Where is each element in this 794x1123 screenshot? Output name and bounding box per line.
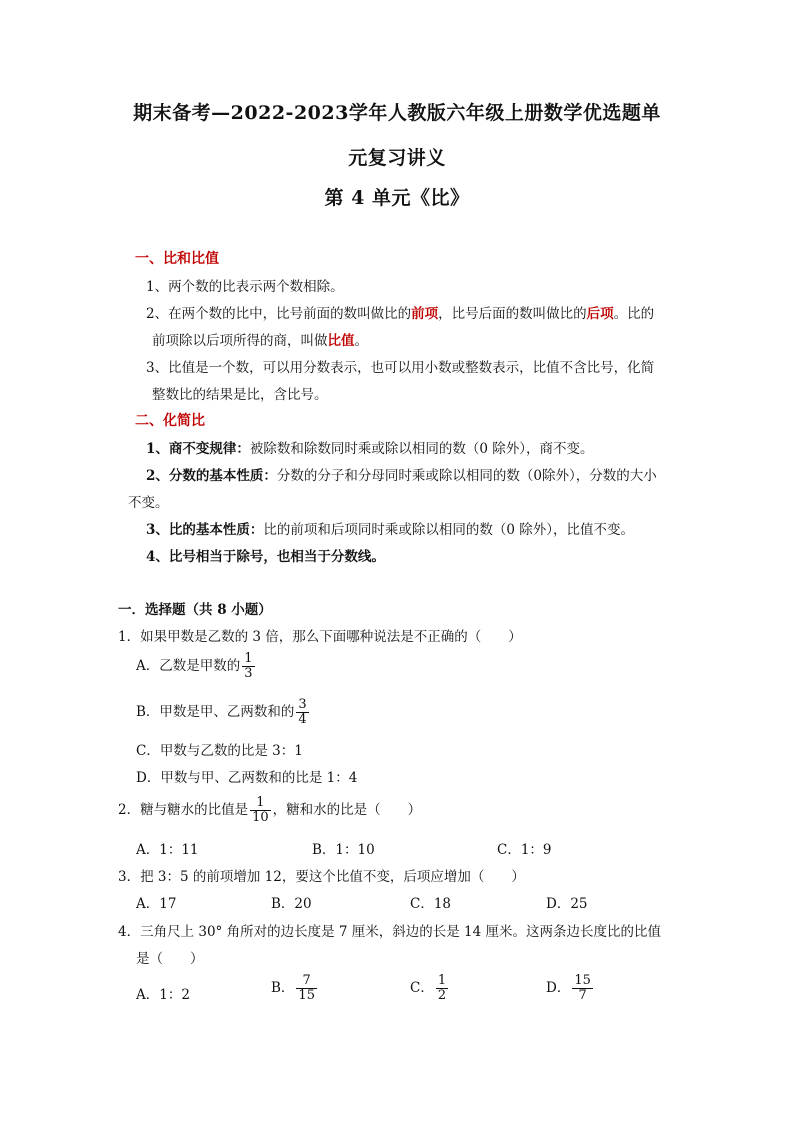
section2-item4: 4、比号相当于除号，也相当于分数线。 (146, 549, 385, 565)
section1-heading: 一、比和比值 (135, 251, 219, 267)
item2-line2-c: 。 (354, 333, 368, 349)
section2-item3 (146, 518, 634, 538)
q3-stem: 3．把 3：5 的前项增加 12，要这个比值不变，后项应增加（ ） (118, 869, 525, 885)
fraction-denominator: 15 (298, 988, 315, 1003)
q4-stem-line2: 是（ ） (136, 951, 204, 967)
q2-stem (118, 796, 421, 825)
fraction-numerator: 7 (296, 974, 317, 989)
term-qianxiang: 前项 (411, 306, 439, 322)
q4-option-d-fraction (572, 974, 593, 1003)
rule-name-3: 3、比的基本性质： (146, 522, 264, 538)
q1-option-b-fraction (296, 698, 308, 727)
page-title-line2: 元复习讲义 (348, 147, 446, 169)
q4-stem-line1: 4．三角尺上 30° 角所对的边长度是 7 厘米，斜边的长是 14 厘米。这两条边长度比的比值 (118, 924, 662, 940)
fraction-numerator: 1 (244, 651, 253, 666)
q4-option-d-text: D． (546, 980, 571, 996)
rule-name-2: 2、分数的基本性质： (146, 468, 277, 484)
q4-option-b-fraction (296, 974, 317, 1003)
q2-option-b: B．1：10 (312, 842, 375, 858)
unit-title: 第 4 单元《比》 (324, 187, 470, 209)
q2-stem-text-b: ，糖和水的比是（ ） (272, 802, 422, 818)
q3-option-a: A．17 (136, 896, 177, 912)
q3-option-b: B．20 (271, 896, 312, 912)
q2-option-a: A．1：11 (136, 842, 199, 858)
item2-line2-a: 前项除以后项所得的商，叫做 (152, 333, 328, 349)
q2-option-c: C．1：9 (497, 842, 552, 858)
page-title-line1: 期末备考—2022-2023学年人教版六年级上册数学优选题单 (133, 102, 661, 124)
q2-stem-fraction (250, 796, 271, 825)
item2-text-e: 。比的 (613, 306, 655, 322)
questions-heading: 一．选择题（共 8 小题） (118, 602, 272, 618)
rule-name-1: 1、商不变规律： (146, 441, 250, 457)
q1-option-a-text: A．乙数是甲数的 (136, 658, 241, 674)
section1-item3-line2: 整数比的结果是比，含比号。 (152, 387, 328, 403)
fraction-numerator: 1 (437, 973, 447, 988)
q1-option-c: C．甲数与乙数的比是 3：1 (136, 743, 303, 759)
section2-item2 (146, 464, 657, 484)
q1-option-a (136, 652, 257, 681)
fraction-numerator: 1 (250, 796, 271, 811)
rule-text-3: 比的前项和后项同时乘或除以相同的数（0 除外），比值不变。 (263, 522, 635, 538)
q4-option-b-text: B． (271, 980, 295, 996)
q1-option-b-text: B．甲数是甲、乙两数和的 (136, 704, 295, 720)
q4-option-c-fraction (436, 974, 448, 1003)
fraction-numerator: 15 (574, 973, 591, 988)
q3-option-c: C．18 (410, 896, 452, 912)
q1-option-b (136, 698, 311, 727)
q1-stem: 1．如果甲数是乙数的 3 倍，那么下面哪种说法是不正确的（ ） (118, 629, 522, 645)
q3-option-d: D．25 (546, 896, 588, 912)
fraction-numerator: 3 (298, 697, 307, 712)
section1-item2 (146, 302, 654, 322)
section1-item2-line2 (152, 329, 368, 349)
q2-stem-text-a: 2．糖与糖水的比值是 (118, 802, 249, 818)
term-bizhi: 比值 (327, 333, 355, 349)
section2-item1 (146, 437, 594, 457)
fraction-denominator: 4 (298, 712, 307, 727)
term-houxiang: 后项 (586, 306, 614, 322)
rule-text-1: 被除数和除数同时乘或除以相同的数（0 除外），商不变。 (249, 441, 594, 457)
fraction-denominator: 3 (244, 666, 253, 681)
item2-text-a: 2、在两个数的比中，比号前面的数叫做比的 (146, 306, 412, 322)
q4-option-d (546, 974, 595, 1003)
q4-option-c (410, 974, 450, 1003)
q4-option-b (271, 974, 319, 1003)
q1-option-a-fraction (242, 652, 254, 681)
fraction-denominator: 7 (578, 988, 587, 1003)
section1-item3-line1: 3、比值是一个数，可以用分数表示，也可以用小数或整数表示，比值不含比号，化简 (146, 360, 655, 376)
rule-text-2: 分数的分子和分母同时乘或除以相同的数（0除外），分数的大小 (276, 468, 657, 484)
q4-option-c-text: C． (410, 980, 434, 996)
section2-heading: 二、化简比 (135, 413, 205, 429)
section2-item2-line2: 不变。 (128, 495, 169, 511)
item2-text-c: ，比号后面的数叫做比的 (438, 306, 587, 322)
q1-option-d: D．甲数与甲、乙两数和的比是 1：4 (136, 770, 358, 786)
fraction-denominator: 10 (252, 810, 269, 825)
q4-option-a: A．1：2 (136, 987, 190, 1003)
fraction-denominator: 2 (437, 988, 447, 1003)
section1-item1: 1、两个数的比表示两个数相除。 (146, 279, 344, 295)
